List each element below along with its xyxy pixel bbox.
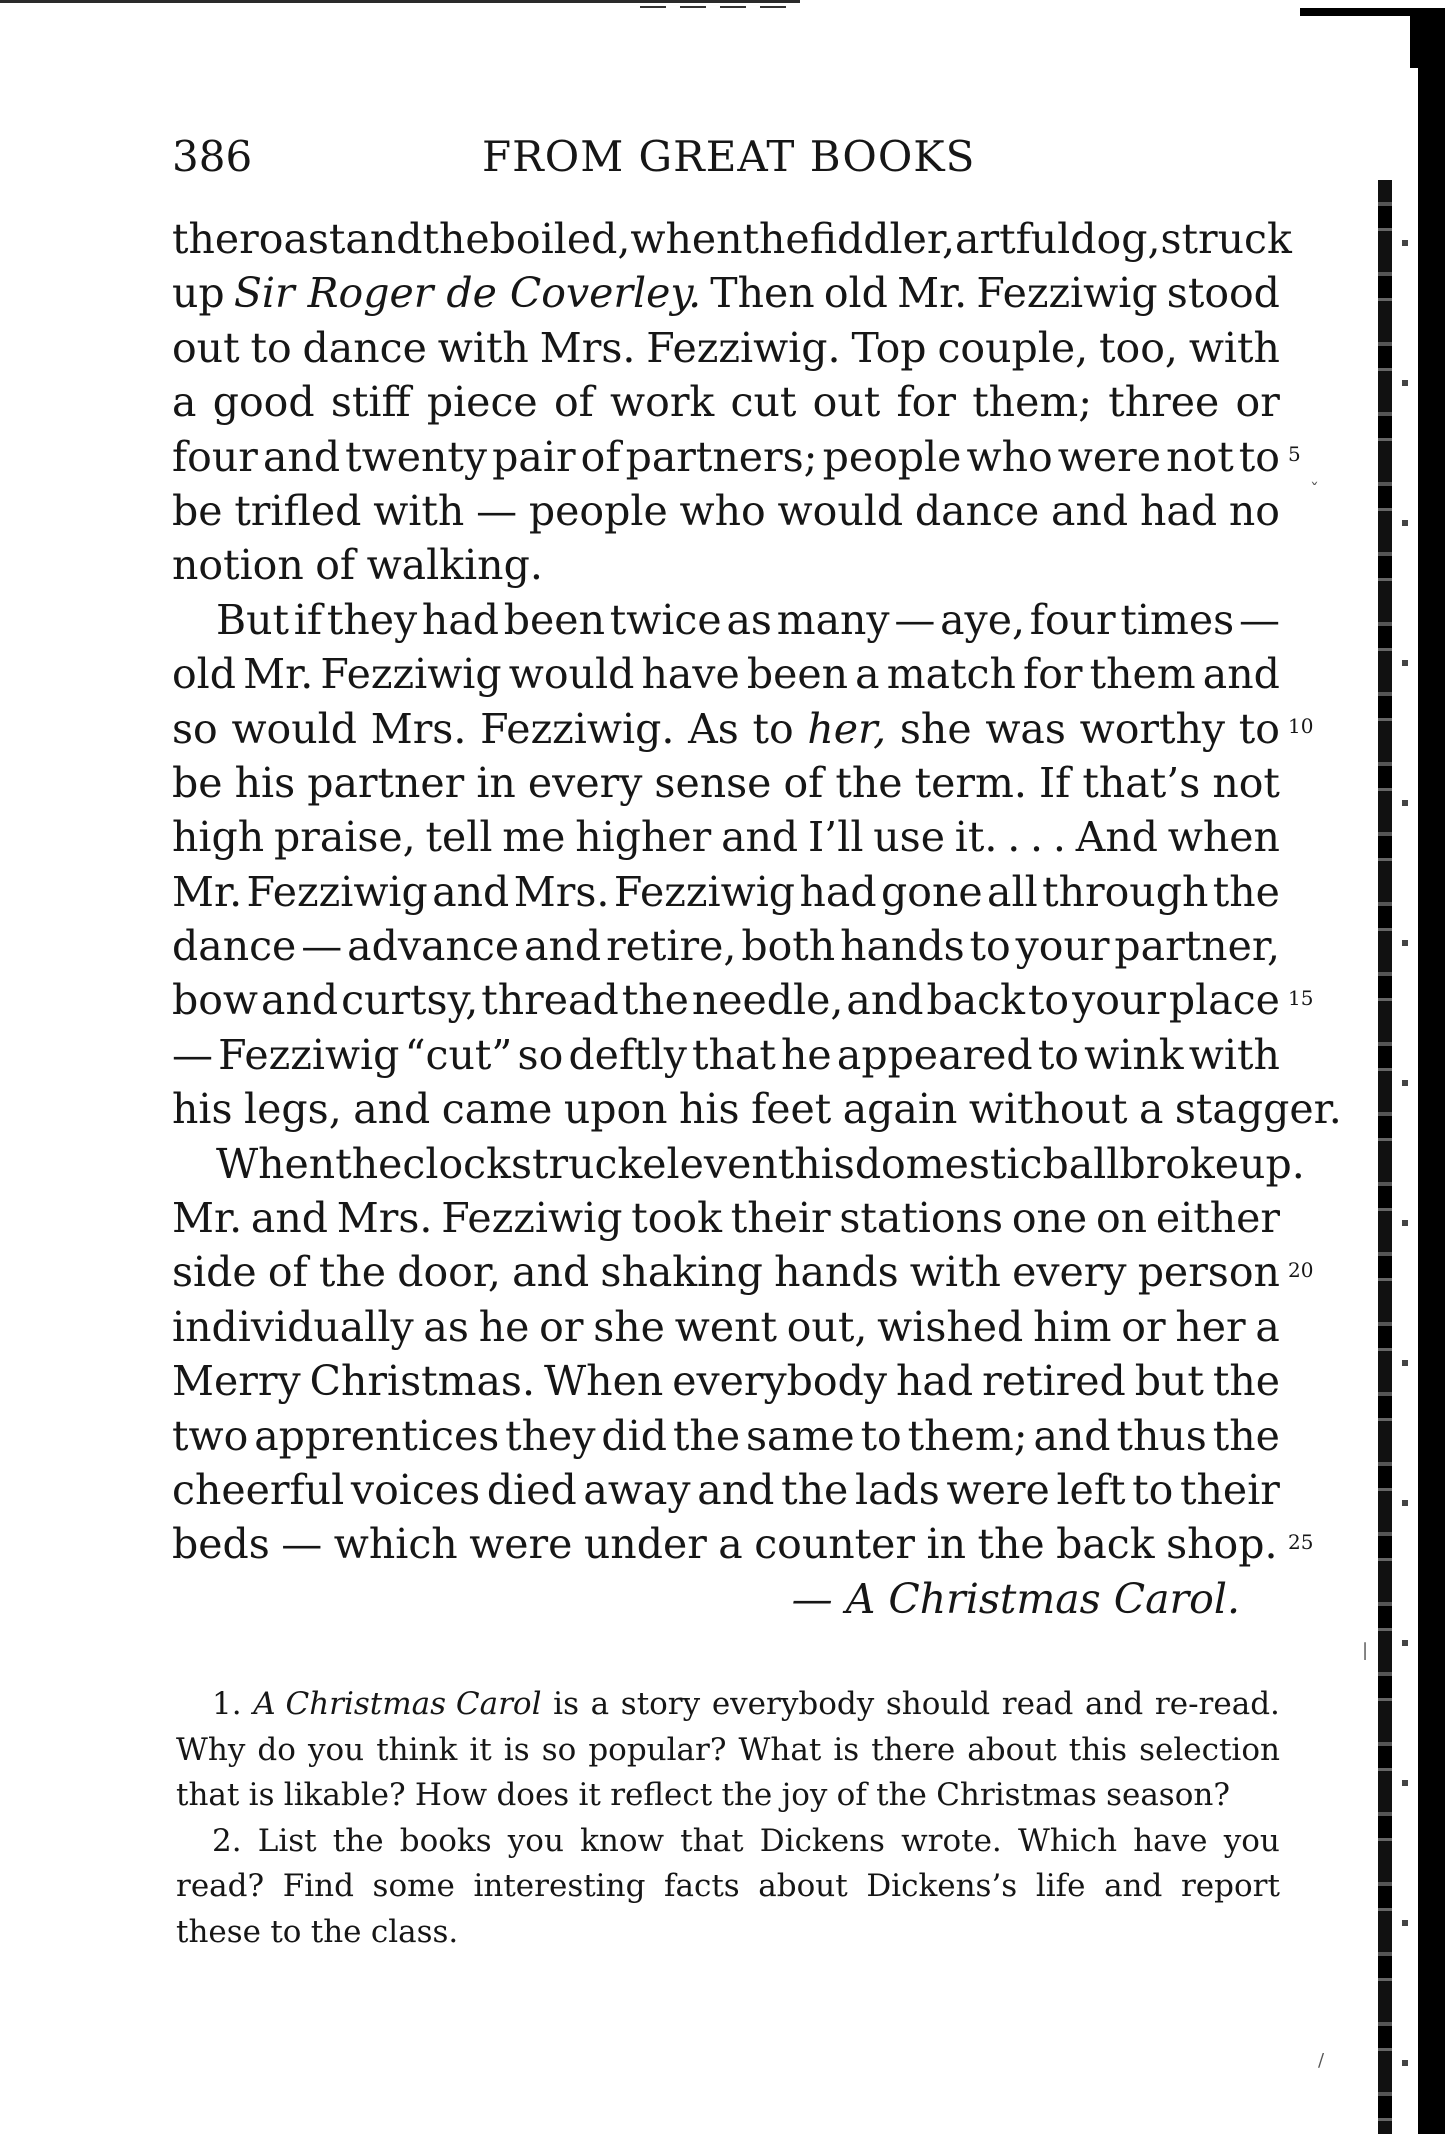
margin-speck: / [1318,2050,1325,2071]
top-edge-line [0,0,800,3]
text-line: be his partner in every sense of the term. If that’s not [172,758,1280,807]
book-spine-shadow [1378,180,1392,2134]
running-title: FROM GREAT BOOKS [482,132,976,181]
text-line: Mr. and Mrs. Fezziwig took their stations one on either [172,1194,1280,1243]
study-notes [176,1682,1280,1955]
note-line: 2. List the books you know that Dickens wrote. Which have you [212,1822,1280,1859]
text-line: the roast and the boiled, when the fiddler, artful dog, struck [172,215,1292,263]
text-line: high praise, tell me higher and I’ll use it. . . . And when [172,813,1280,862]
text-line: beds — which were under a counter in the back shop. [172,1520,1278,1569]
note-line: Why do you think it is so popular? What is there about this selection [176,1731,1280,1768]
margin-speck: ˇ [1310,480,1319,501]
text-line: Merry Christmas. When everybody had retired but the [172,1357,1280,1406]
note-line: read? Find some interesting facts about Dickens’s life and report [176,1868,1280,1904]
text-line: out to dance with Mrs. Fezziwig. Top couple, too, with [172,323,1280,372]
text-line: side of the door, and shaking hands with every person [172,1248,1280,1297]
text-line: But if they had been twice as many — aye, four times — [216,595,1280,644]
text-line: When the clock struck eleven this domestic ball broke up. [216,1139,1305,1188]
attribution: — A Christmas Carol. [791,1574,1240,1623]
line-number-5: 5 [1288,442,1301,466]
page-header [172,132,1282,192]
line-number-10: 10 [1288,714,1314,738]
top-edge-dashes [640,6,800,8]
text-line: two apprentices they did the same to them; and thus the [172,1411,1280,1460]
spine-ticks [1402,180,1408,2080]
text-line: four and twenty pair of partners; people who were not to [172,432,1280,481]
text-line: old Mr. Fezziwig would have been a match for them and [172,650,1280,699]
text-line: up Sir Roger de Coverley. Then old Mr. Fezziwig stood [172,269,1280,318]
line-number-15: 15 [1288,986,1314,1010]
line-number-20: 20 [1288,1258,1314,1282]
text-line: Mr. Fezziwig and Mrs. Fezziwig had gone all through the [172,867,1280,916]
page-number: 386 [172,132,253,181]
text-line: dance — advance and retire, both hands to your partner, [172,922,1280,971]
text-line: cheerful voices died away and the lads were left to their [172,1465,1280,1514]
note-line: these to the class. [176,1913,459,1950]
text-line: — Fezziwig “cut” so deftly that he appeared to wink with [172,1030,1280,1079]
text-line: be trifled with — people who would dance and had no [172,486,1280,535]
margin-speck: | [1362,1640,1369,1661]
text-line: so would Mrs. Fezziwig. As to her, she was worthy to [172,704,1280,753]
text-line: notion of walking. [172,541,543,590]
book-spine-edge [1418,18,1445,2134]
text-line: bow and curtsy, thread the needle, and back to your place [172,976,1280,1025]
text-line: individually as he or she went out, wished him or her a [172,1302,1280,1351]
text-line: a good stiff piece of work cut out for them; three or [172,378,1280,427]
text-line: his legs, and came upon his feet again without a stagger. [172,1085,1342,1134]
line-number-25: 25 [1288,1530,1314,1554]
note-line: 1. A Christmas Carol is a story everybody should read and re-read. [212,1686,1280,1722]
note-line: that is likable? How does it reflect the joy of the Christmas season? [176,1777,1230,1813]
